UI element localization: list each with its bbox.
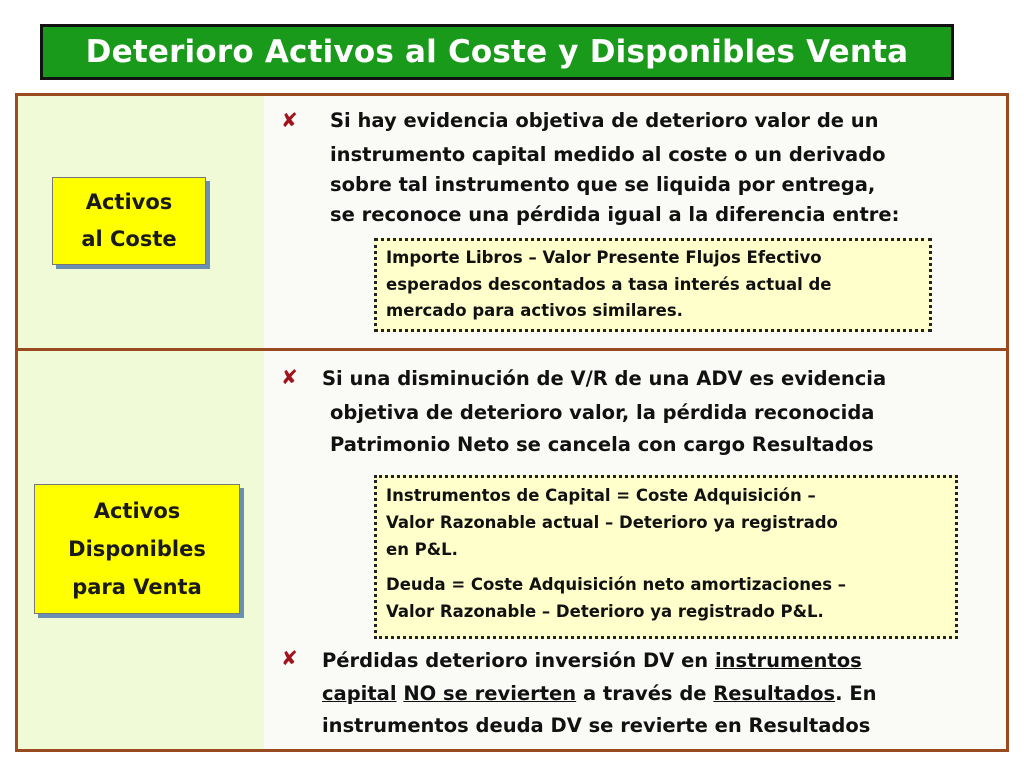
underlined-text: NO se revierten — [403, 681, 577, 705]
text-line: instrumento capital medido al coste o un derivado — [330, 143, 886, 166]
cross-mark-icon: ✘ — [281, 108, 298, 132]
formula-box-coste — [374, 238, 932, 332]
formula-line: Instrumentos de Capital = Coste Adquisición – — [386, 486, 816, 505]
text-line: objetiva de deterioro valor, la pérdida reconocida — [330, 401, 875, 424]
text-line: instrumentos deuda DV se revierte en Resultados — [322, 714, 871, 737]
formula-line: mercado para activos similares. — [386, 301, 683, 320]
underlined-text: capital — [322, 681, 397, 705]
slide-title: Deterioro Activos al Coste y Disponibles Venta — [40, 24, 954, 80]
text-fragment: Pérdidas deterioro inversión DV en — [322, 649, 715, 672]
bullet-text-disponibles-1 — [322, 363, 886, 461]
underlined-text: instrumentos — [714, 649, 862, 672]
section-divider — [15, 348, 1009, 351]
text-fragment: . En — [835, 681, 877, 705]
text-line: sobre tal instrumento que se liquida por entrega, — [330, 173, 876, 196]
formula-line: Deuda = Coste Adquisición neto amortizaciones – — [386, 575, 847, 594]
label-activos-disponibles-venta — [34, 484, 240, 614]
text-line — [322, 645, 877, 678]
cross-mark-icon: ✘ — [281, 365, 298, 389]
formula-line: esperados descontados a tasa interés actual de — [386, 274, 832, 294]
label-activos-al-coste — [52, 177, 206, 265]
formula-box-disponibles — [374, 475, 958, 639]
text-line: Si una disminución de V/R de una ADV es evidencia — [322, 367, 887, 390]
bullet-text-disponibles-2 — [322, 645, 877, 743]
label-line: Activos — [93, 499, 181, 523]
label-line: para Venta — [72, 575, 202, 599]
label-line: Activos — [85, 190, 173, 214]
label-line: al Coste — [81, 227, 177, 251]
text-line — [322, 678, 877, 711]
formula-line: Valor Razonable actual – Deterioro ya registrado — [386, 513, 838, 532]
formula-line: en P&L. — [386, 540, 458, 559]
label-line: Disponibles — [68, 537, 206, 561]
text-fragment: a través de — [576, 681, 714, 705]
formula-line: Valor Razonable – Deterioro ya registrado P&L. — [386, 602, 824, 621]
text-line: Si hay evidencia objetiva de deterioro valor de un — [330, 109, 879, 132]
bullet-text-coste — [330, 106, 899, 230]
underlined-text: Resultados — [713, 681, 836, 705]
text-line: se reconoce una pérdida igual a la diferencia entre: — [330, 203, 900, 226]
formula-line: Importe Libros – Valor Presente Flujos Efectivo — [386, 248, 822, 267]
text-line: Patrimonio Neto se cancela con cargo Resultados — [330, 433, 874, 456]
cross-mark-icon: ✘ — [281, 646, 298, 670]
